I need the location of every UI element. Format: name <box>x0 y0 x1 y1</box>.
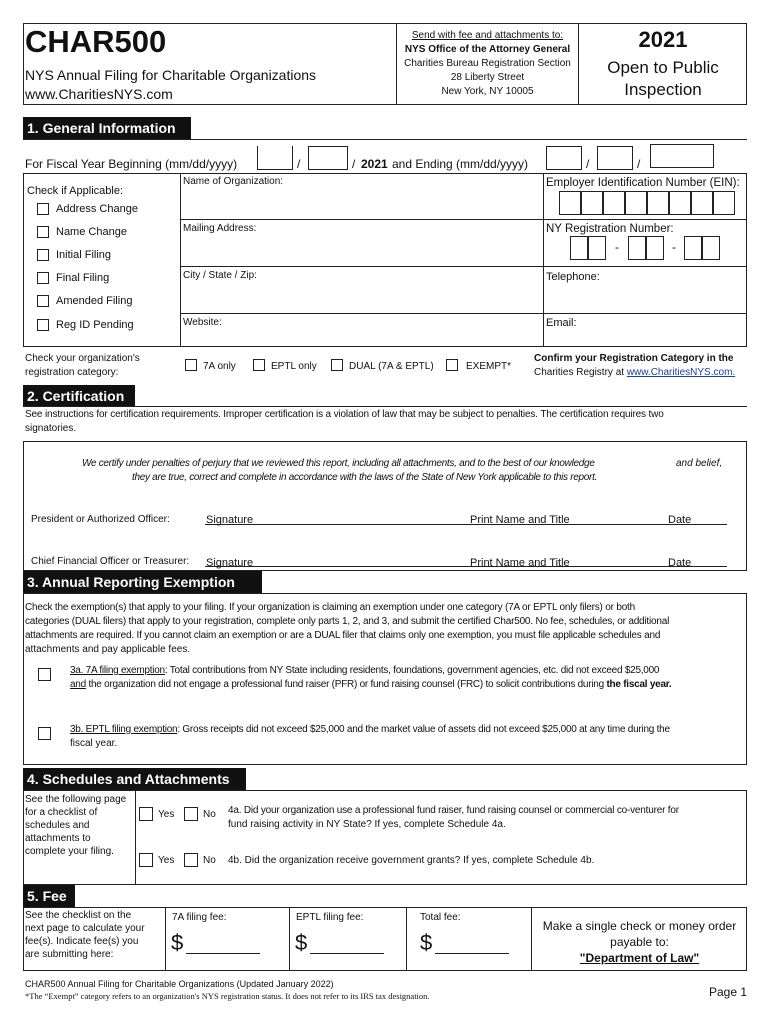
cfo-signature-line <box>205 566 727 567</box>
checkbox-name-change[interactable] <box>37 226 49 238</box>
ny-reg-dash-1: - <box>615 240 619 254</box>
exemption-3b-line-1: 3b. EPTL filing exemption: Gross receipts did not exceed $25,000 and the market value of assets did not exceed $25,000 at any time during the <box>70 724 670 735</box>
cfo-print-name[interactable]: Print Name and Title <box>470 557 570 569</box>
checkbox-final-filing[interactable] <box>37 272 49 284</box>
cert-intro-2: signatories. <box>25 423 77 434</box>
checkbox-dual[interactable] <box>331 359 343 371</box>
question-4b: 4b. Did the organization receive government grants? If yes, complete Schedule 4b. <box>228 855 595 866</box>
label-reg-id-pending: Reg ID Pending <box>56 319 134 331</box>
fee-7a-input[interactable] <box>186 953 260 954</box>
footer-exempt-note: *The “Exempt” category refers to an organization's NYS registration status. It does not refer to its IRS tax designation. <box>25 991 430 1001</box>
form-year: 2021 <box>638 27 688 52</box>
fee-divider-1 <box>165 907 166 971</box>
certify-statement-1: We certify under penalties of perjury that we reviewed this report, including all attachments, and to the best of our knowledge <box>82 458 595 469</box>
email-label: Email: <box>546 317 577 329</box>
send-line-1: Charities Bureau Registration Section <box>404 58 571 69</box>
grid-vline-right <box>543 173 544 347</box>
label-name-change: Name Change <box>56 226 127 238</box>
fee-eptl-input[interactable] <box>310 953 384 954</box>
fiscal-end-year[interactable] <box>650 144 714 168</box>
exemption-3b-label: 3b. EPTL filing exemption <box>70 724 178 735</box>
fiscal-slash-4: / <box>637 157 641 171</box>
category-label-2: registration category: <box>25 367 119 378</box>
exemption-intro-4: attachments and pay applicable fees. <box>25 644 191 655</box>
question-4a-line-1: 4a. Did your organization use a professional fund raiser, fund raising counsel or commercial co-venturer for <box>228 805 679 816</box>
checkbox-4b-yes[interactable] <box>139 853 153 867</box>
checkbox-4a-yes[interactable] <box>139 807 153 821</box>
checkbox-3b[interactable] <box>38 727 51 740</box>
label-eptl-only: EPTL only <box>271 361 317 372</box>
ny-reg-dash-2: - <box>672 240 676 254</box>
label-4a-no: No <box>203 809 216 820</box>
president-signature-line <box>205 524 727 525</box>
checkbox-amended-filing[interactable] <box>37 295 49 307</box>
exemption-intro-2: categories (DUAL filers) that apply to your registration, complete only parts 1, 2, and 3, and submit the certified Char500. No fee, schedules, or additional <box>25 616 670 627</box>
section-2-title: 2. Certification <box>23 385 135 407</box>
checkbox-reg-id-pending[interactable] <box>37 319 49 331</box>
section-2-rule <box>23 406 747 407</box>
fiscal-begin-day[interactable] <box>308 146 348 170</box>
exemption-3b-line-2: fiscal year. <box>70 738 118 749</box>
label-final-filing: Final Filing <box>56 272 110 284</box>
checkbox-initial-filing[interactable] <box>37 249 49 261</box>
fiscal-begin-label: For Fiscal Year Beginning (mm/dd/yyyy) <box>25 157 238 171</box>
checkbox-eptl-only[interactable] <box>253 359 265 371</box>
fiscal-slash-3: / <box>586 157 590 171</box>
fee-7a-label: 7A filing fee: <box>172 912 227 923</box>
cert-intro-1: See instructions for certification requirements. Improper certification is a violation of law that may be subject to penalties. The certification requires two <box>25 409 664 420</box>
section-5-title: 5. Fee <box>23 885 75 907</box>
checkbox-7a-only[interactable] <box>185 359 197 371</box>
fee-side-note: See the checklist on the next page to calculate your fee(s). Indicate fee(s) you are submitting here: <box>25 910 145 960</box>
fee-divider-2 <box>289 907 290 971</box>
exemption-3a-line-2: and the organization did not engage a professional fund raiser (PFR) or fund raising counsel (FRC) to solicit contributions during the fiscal year. <box>70 679 672 690</box>
send-title: Send with fee and attachments to: <box>411 30 564 41</box>
open-inspection-2: Inspection <box>624 80 702 99</box>
checkbox-4a-no[interactable] <box>184 807 198 821</box>
president-label: President or Authorized Officer: <box>31 514 170 525</box>
telephone-label: Telephone: <box>546 271 600 283</box>
checkbox-exempt[interactable] <box>446 359 458 371</box>
grid-vline-left <box>180 173 181 347</box>
president-print-name[interactable]: Print Name and Title <box>470 514 570 526</box>
section-1-rule <box>23 139 747 140</box>
fee-divider-3 <box>406 907 407 971</box>
footer-updated: CHAR500 Annual Filing for Charitable Organizations (Updated January 2022) <box>25 979 334 989</box>
page-number: Page 1 <box>709 985 748 999</box>
send-office: NYS Office of the Attorney General <box>404 44 571 55</box>
fiscal-slash-2: / <box>352 157 356 171</box>
charities-registry-link[interactable]: www.CharitiesNYS.com. <box>626 367 736 378</box>
fee-total-dollar: $ <box>420 930 433 955</box>
label-amended-filing: Amended Filing <box>56 295 133 307</box>
president-signature[interactable]: Signature <box>206 514 254 526</box>
fiscal-year: 2021 <box>361 157 388 171</box>
city-state-zip-label: City / State / Zip: <box>183 270 257 281</box>
certify-statement-1b: and belief, <box>676 458 723 469</box>
form-code: CHAR500 <box>25 24 167 59</box>
president-date[interactable]: Date <box>668 514 692 526</box>
ein-label: Employer Identification Number (EIN): <box>546 177 740 189</box>
section-1-title: 1. General Information <box>23 117 191 139</box>
label-address-change: Address Change <box>56 203 138 215</box>
fiscal-end-label: and Ending (mm/dd/yyyy) <box>392 157 529 171</box>
payment-instructions: Make a single check or money order payable to: "Department of Law" <box>542 919 737 965</box>
exemption-3a-line-1: 3a. 7A filing exemption: Total contributions from NY State including residents, foundations, government agencies, etc. did not exceed $25,000 <box>70 665 660 676</box>
exemption-intro-3: attachments are required. If you cannot claim an exemption or are a DUAL filer that claims only one exemption, you must file applicable schedules and <box>25 630 661 641</box>
label-4b-no: No <box>203 855 216 866</box>
website-label: Website: <box>183 317 222 328</box>
mailing-address-label: Mailing Address: <box>183 223 257 234</box>
check-applicable-title: Check if Applicable: <box>27 185 123 197</box>
schedules-divider <box>135 790 136 885</box>
checkbox-4b-no[interactable] <box>184 853 198 867</box>
website-text: www.CharitiesNYS.com <box>25 86 173 102</box>
confirm-category-2: Charities Registry at www.CharitiesNYS.com. <box>534 367 736 378</box>
grid-hline-1 <box>180 219 747 220</box>
fee-total-input[interactable] <box>435 953 509 954</box>
send-line-2: 28 Liberty Street <box>450 72 525 83</box>
label-4b-yes: Yes <box>158 855 175 866</box>
fiscal-begin-month[interactable] <box>257 146 293 170</box>
send-line-3: New York, NY 10005 <box>441 86 534 97</box>
open-inspection-1: Open to Public <box>607 58 719 77</box>
fiscal-slash-1: / <box>297 157 301 171</box>
org-name-label: Name of Organization: <box>183 176 284 187</box>
ny-reg-label: NY Registration Number: <box>546 223 674 235</box>
send-block <box>397 29 578 99</box>
cfo-signature[interactable]: Signature <box>206 557 254 569</box>
label-exempt: EXEMPT* <box>466 361 512 372</box>
certify-statement-2: they are true, correct and complete in accordance with the laws of the State of New York applicable to this report. <box>132 472 598 483</box>
cfo-label: Chief Financial Officer or Treasurer: <box>31 556 190 567</box>
exemption-3a-label: 3a. 7A filing exemption <box>70 665 165 676</box>
fee-eptl-dollar: $ <box>295 930 308 955</box>
label-4a-yes: Yes <box>158 809 175 820</box>
form-subtitle: NYS Annual Filing for Charitable Organizations <box>25 67 317 83</box>
fee-7a-dollar: $ <box>171 930 184 955</box>
fiscal-end-day[interactable] <box>597 146 633 170</box>
category-label-1: Check your organization's <box>25 353 140 364</box>
schedules-side-note: See the following page for a checklist of schedules and attachments to complete your filing. <box>25 794 127 857</box>
cfo-date[interactable]: Date <box>668 557 692 569</box>
checkbox-3a[interactable] <box>38 668 51 681</box>
exemption-intro-1: Check the exemption(s) that apply to your filing. If your organization is claiming an exemption under one category (7A or EPTL only filers) or both <box>25 602 635 613</box>
question-4a-line-2: fund raising activity in NY State? If yes, complete Schedule 4a. <box>228 819 506 830</box>
fee-total-label: Total fee: <box>420 912 461 923</box>
section-3-title: 3. Annual Reporting Exemption <box>23 571 262 593</box>
fiscal-end-month[interactable] <box>546 146 582 170</box>
grid-hline-3 <box>180 313 747 314</box>
label-dual: DUAL (7A & EPTL) <box>349 361 434 372</box>
grid-hline-2 <box>180 266 747 267</box>
label-7a-only: 7A only <box>203 361 236 372</box>
checkbox-address-change[interactable] <box>37 203 49 215</box>
confirm-category-1: Confirm your Registration Category in the <box>534 353 734 364</box>
section-4-title: 4. Schedules and Attachments <box>23 768 246 790</box>
fee-eptl-label: EPTL filing fee: <box>296 912 364 923</box>
label-initial-filing: Initial Filing <box>56 249 112 261</box>
